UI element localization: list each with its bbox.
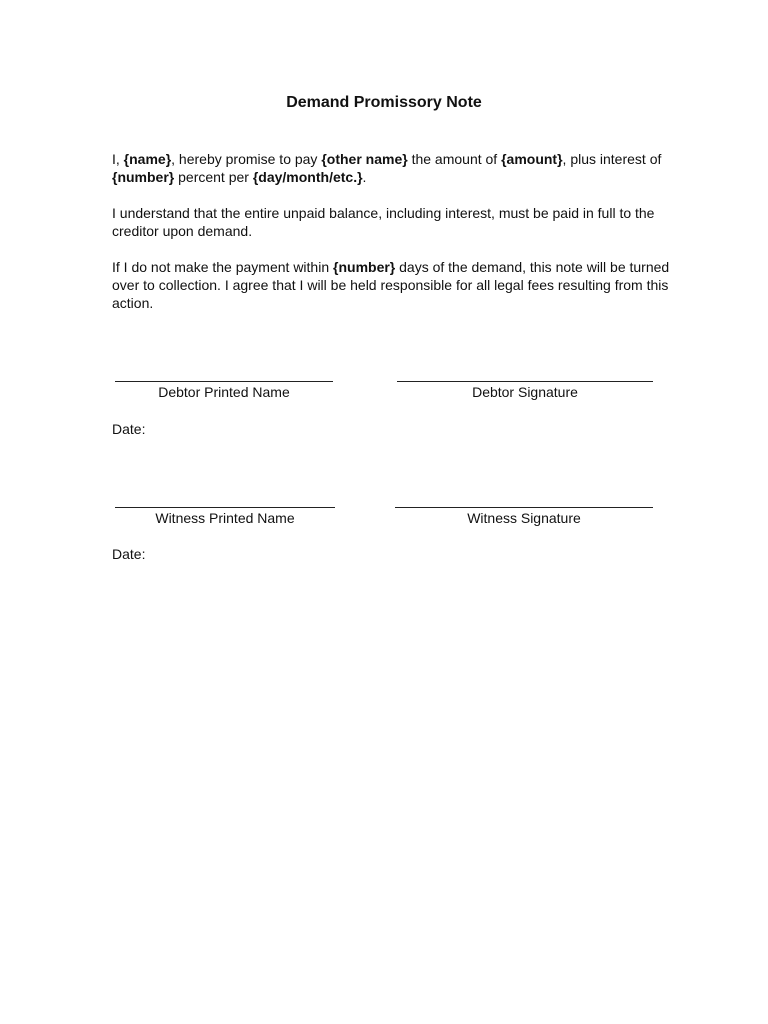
debtor-printed-name-label: Debtor Printed Name [158, 384, 290, 400]
debtor-signature-line [397, 381, 653, 382]
text-run: the amount of [407, 151, 502, 167]
collection-paragraph [112, 258, 672, 312]
witness-date-label: Date: [112, 546, 146, 562]
placeholder-amount: {amount} [501, 151, 563, 167]
text-run: days of the demand, this note will be turned over to collection. I agree that I will be held responsible for all legal fees resulting from this action. [112, 259, 670, 311]
witness-printed-name-line [115, 507, 335, 508]
placeholder-period: {day/month/etc.} [252, 169, 363, 185]
witness-signature-label: Witness Signature [467, 510, 581, 526]
document-title: Demand Promissory Note [286, 94, 482, 111]
debtor-date-label: Date: [112, 421, 146, 437]
witness-signature-line [395, 507, 653, 508]
placeholder-days-number: {number} [333, 259, 396, 275]
placeholder-name: {name} [123, 151, 172, 167]
promise-paragraph [112, 150, 672, 186]
balance-paragraph: I understand that the entire unpaid balance, including interest, must be paid in full to the creditor upon demand. [112, 205, 655, 239]
debtor-signature-label: Debtor Signature [472, 384, 578, 400]
debtor-printed-name-line [115, 381, 333, 382]
text-run: , plus interest of [562, 151, 662, 167]
text-run: I, [112, 151, 124, 167]
text-run: If I do not make the payment within [112, 259, 334, 275]
text-run: percent per [174, 169, 253, 185]
text-run: . [362, 169, 367, 185]
placeholder-interest-number: {number} [112, 169, 175, 185]
placeholder-other-name: {other name} [321, 151, 408, 167]
text-run: , hereby promise to pay [171, 151, 322, 167]
witness-printed-name-label: Witness Printed Name [155, 510, 295, 526]
